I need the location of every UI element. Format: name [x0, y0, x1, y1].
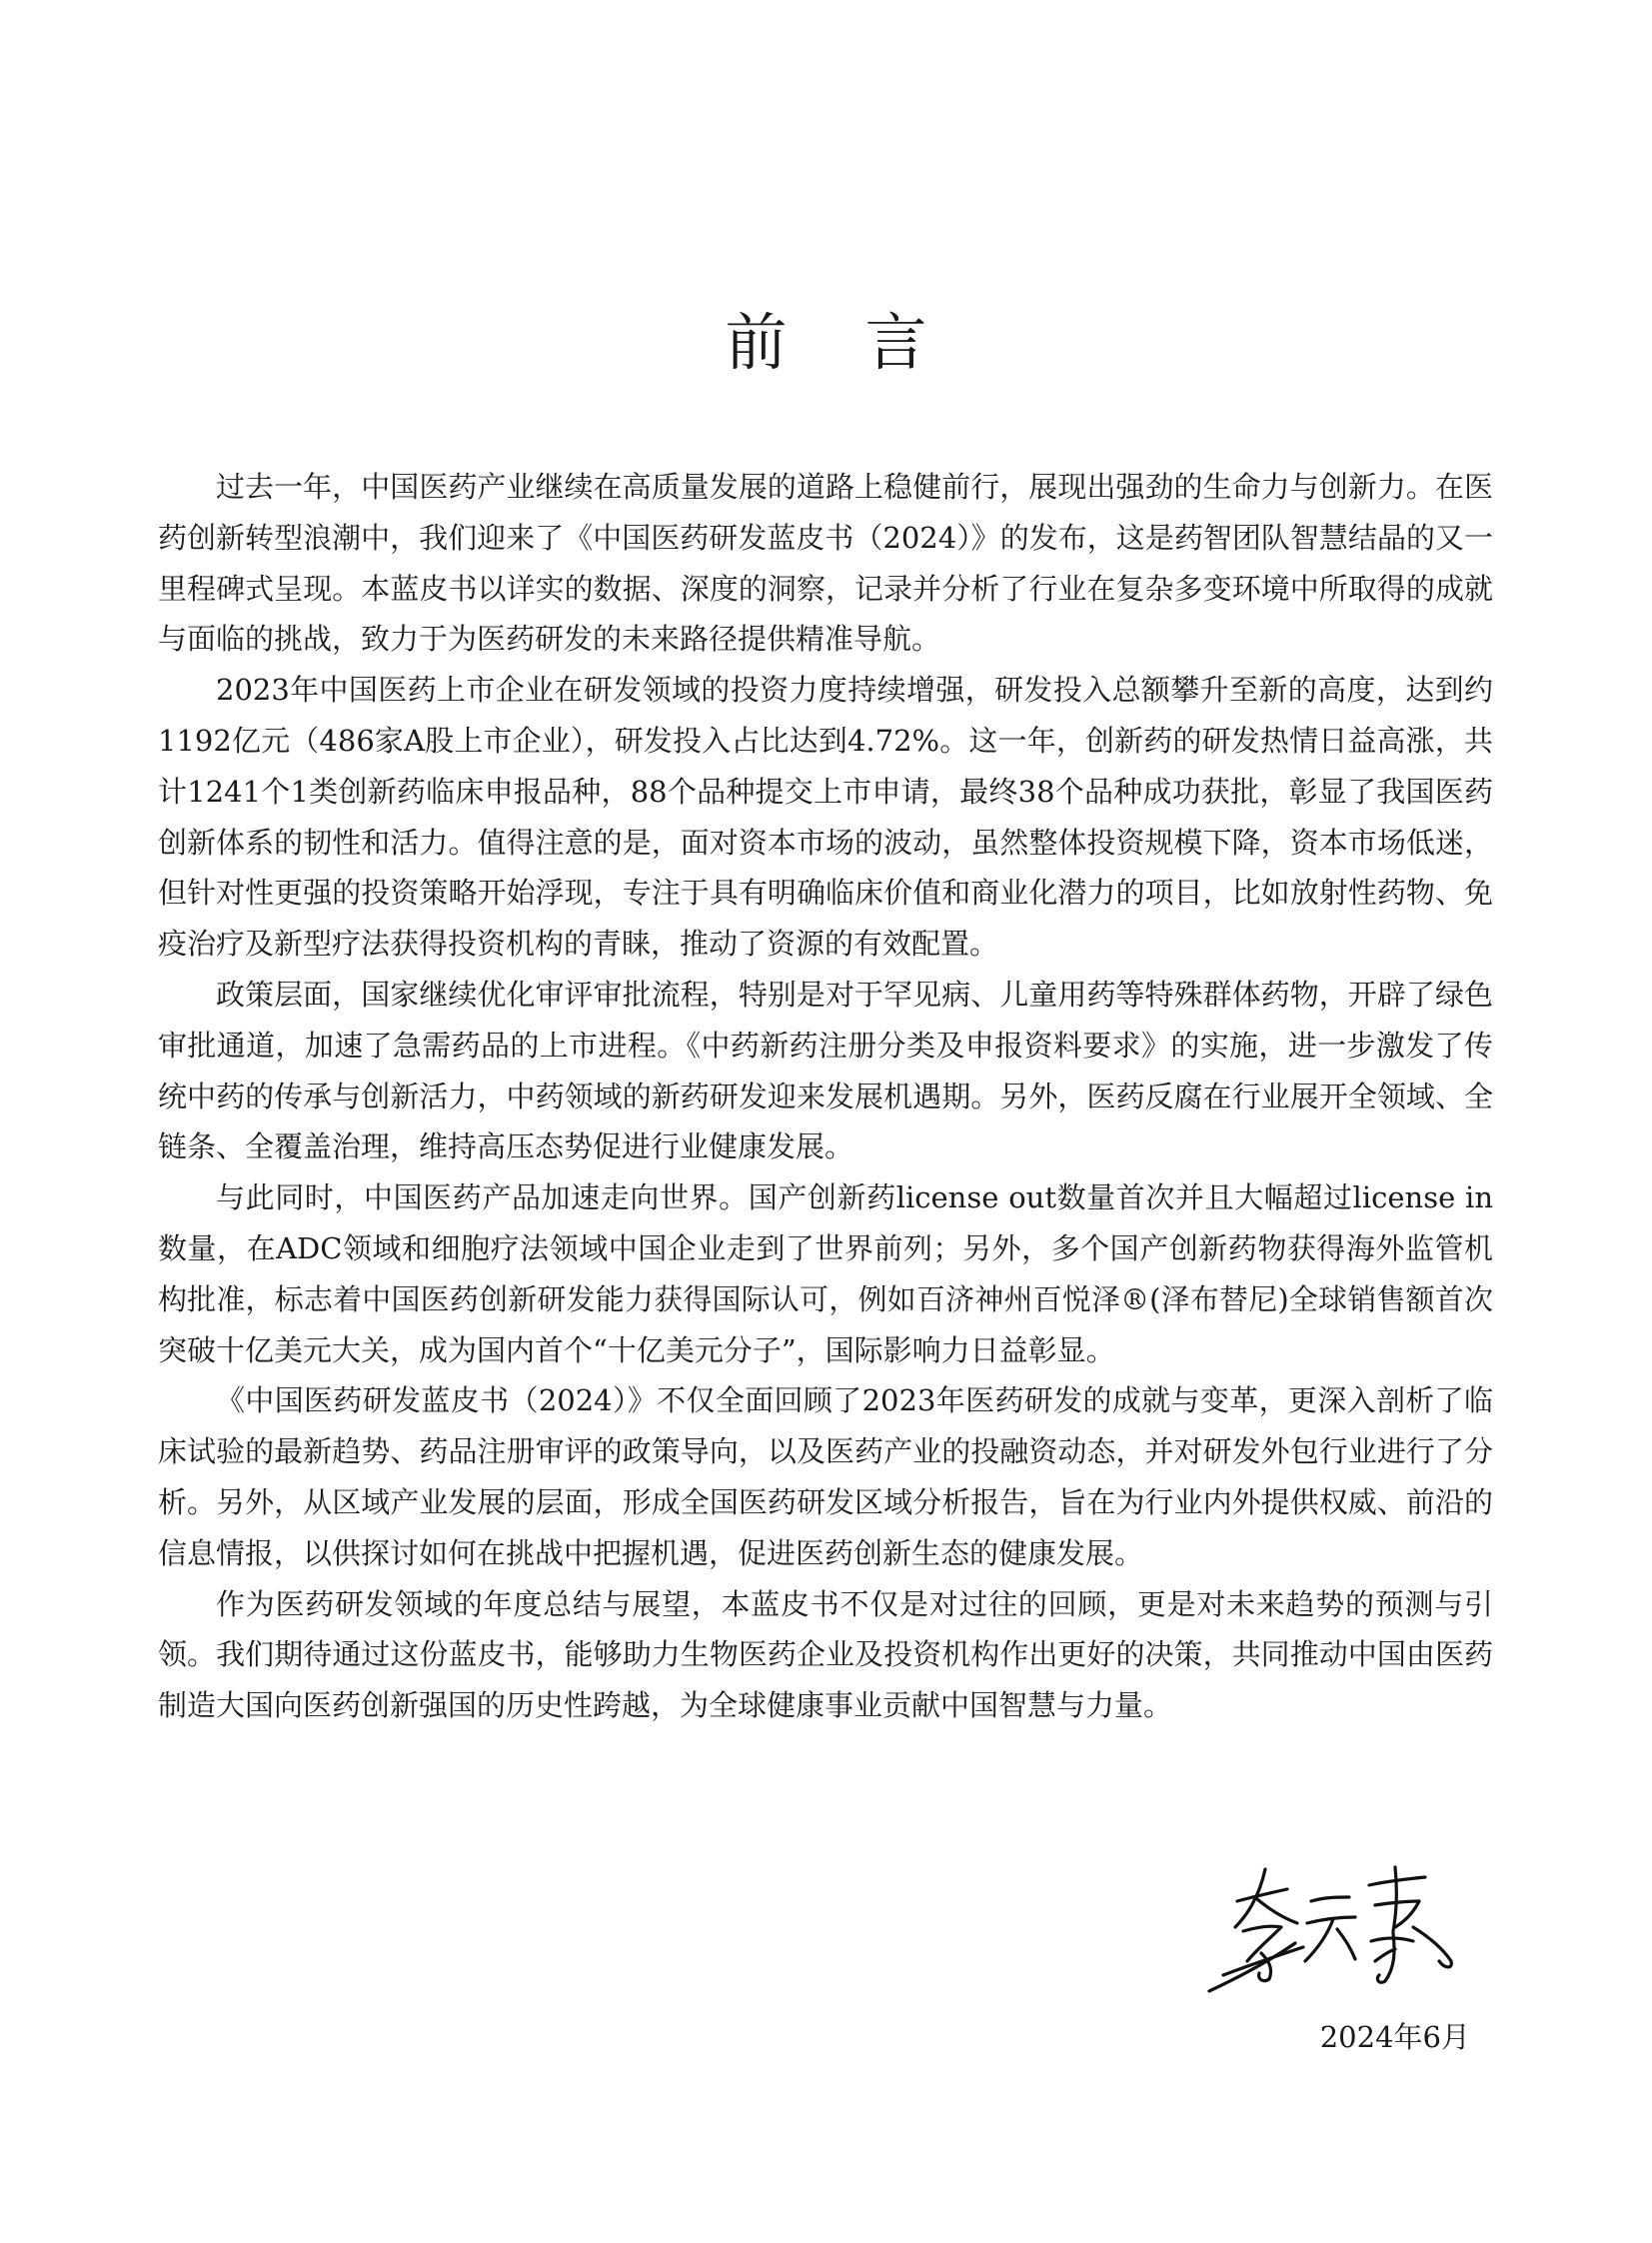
page-title: 前言	[725, 306, 1005, 379]
paragraph-6: 作为医药研发领域的年度总结与展望，本蓝皮书不仅是对过往的回顾，更是对未来趋势的预测与引领。我们期待通过这份蓝皮书，能够助力生物医药企业及投资机构作出更好的决策，共同推动中国由医药制造大国向医药创新强国的历史性跨越，为全球健康事业贡献中国智慧与力量。	[158, 1586, 1493, 1723]
paragraph-3: 政策层面，国家继续优化审评审批流程，特别是对于罕见病、儿童用药等特殊群体药物，开辟了绿色审批通道，加速了急需药品的上市进程。《中药新药注册分类及申报资料要求》的实施，进一步激发了传统中药的传承与创新活力，中药领域的新药研发迎来发展机遇期。另外，医药反腐在行业展开全领域、全链条、全覆盖治理，维持高压态势促进行业健康发展。	[158, 977, 1493, 1164]
paragraph-1: 过去一年，中国医药产业继续在高质量发展的道路上稳健前行，展现出强劲的生命力与创新力。在医药创新转型浪潮中，我们迎来了《中国医药研发蓝皮书（2024）》的发布，这是药智团队智慧结晶的又一里程碑式呈现。本蓝皮书以详实的数据、深度的洞察，记录并分析了行业在复杂多变环境中所取得的成就与面临的挑战，致力于为医药研发的未来路径提供精准导航。	[158, 470, 1493, 657]
preface-body	[158, 462, 1493, 1731]
paragraph-2: 2023年中国医药上市企业在研发领域的投资力度持续增强，研发投入总额攀升至新的高度，达到约1192亿元（486家A股上市企业），研发投入占比达到4.72%。这一年，创新药的研发热情日益高涨，共计1241个1类创新药临床申报品种，88个品种提交上市申请，最终38个品种成功获批，彰显了我国医药创新体系的韧性和活力。值得注意的是，面对资本市场的波动，虽然整体投资规模下降，资本市场低迷，但针对性更强的投资策略开始浮现，专注于具有明确临床价值和商业化潜力的项目，比如放射性药物、免疫治疗及新型疗法获得投资机构的青睐，推动了资源的有效配置。	[158, 673, 1493, 962]
paragraph-5: 《中国医药研发蓝皮书（2024）》不仅全面回顾了2023年医药研发的成就与变革，更深入剖析了临床试验的最新趋势、药品注册审评的政策导向，以及医药产业的投融资动态，并对研发外包行业进行了分析。另外，从区域产业发展的层面，形成全国医药研发区域分析报告，旨在为行业内外提供权威、前沿的信息情报，以供探讨如何在挑战中把握机遇，促进医药创新生态的健康发展。	[158, 1383, 1493, 1570]
paragraph-4: 与此同时，中国医药产品加速走向世界。国产创新药license out数量首次并且大幅超过license in数量，在ADC领域和细胞疗法领域中国企业走到了世界前列；另外，多个国产创新药物获得海外监管机构批准，标志着中国医药创新研发能力获得国际认可，例如百济神州百悦泽®(泽布替尼)全球销售额首次突破十亿美元大关，成为国内首个“十亿美元分子”，国际影响力日益彰显。	[158, 1180, 1493, 1367]
date-line: 2024年6月	[1319, 2020, 1470, 2054]
handwritten-signature	[1199, 1857, 1479, 1997]
